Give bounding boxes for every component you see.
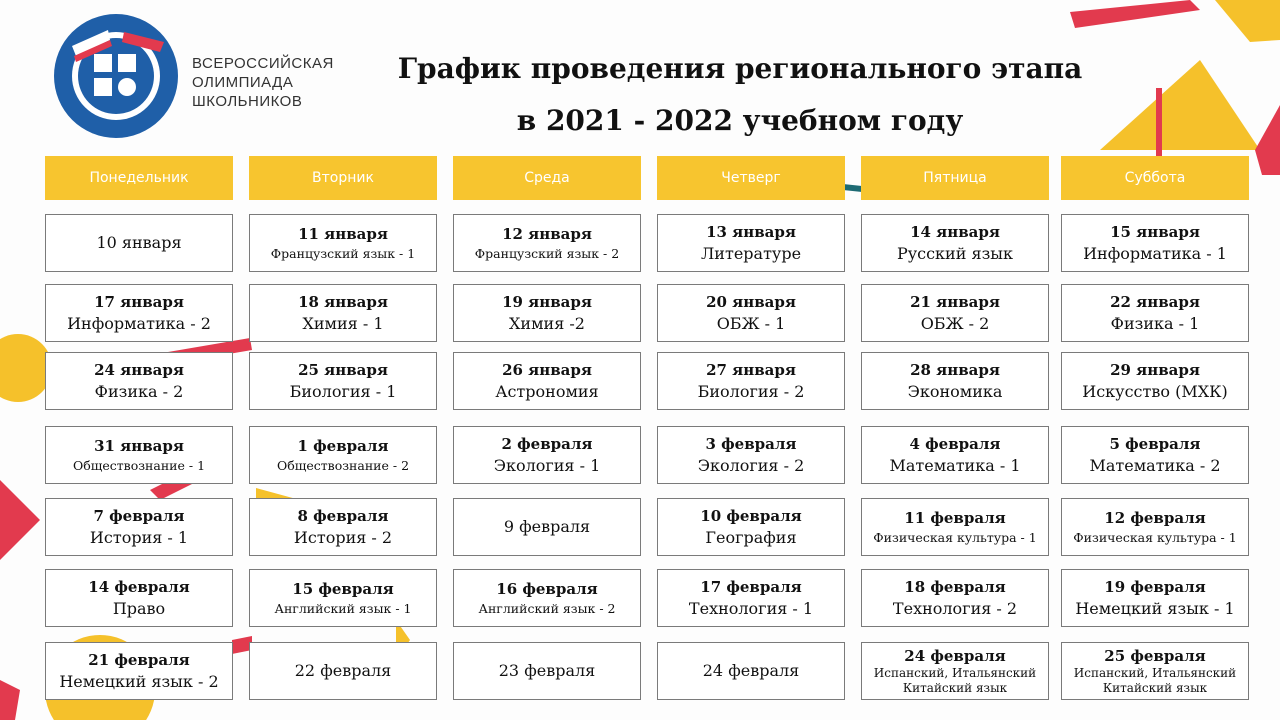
cell-subject: Экология - 1: [493, 455, 601, 475]
cell-subject: История - 2: [293, 527, 393, 547]
cell-date: 8 февраля: [297, 506, 389, 525]
cell-subject: Биология - 2: [697, 381, 805, 401]
cell-date: 23 февраля: [498, 661, 596, 681]
schedule-cell: [1061, 498, 1249, 556]
schedule-cell: [453, 284, 641, 342]
cell-subject: История - 1: [89, 527, 189, 547]
cell-subject: Немецкий язык - 1: [1075, 598, 1235, 618]
schedule-cell: [453, 498, 641, 556]
cell-date: 2 февраля: [501, 434, 593, 453]
schedule-cell: [1061, 642, 1249, 700]
cell-subject: Французский язык - 1: [270, 246, 416, 261]
cell-subject: ОБЖ - 1: [716, 313, 786, 333]
cell-date: 27 января: [706, 360, 796, 379]
cell-date: 19 февраля: [1104, 577, 1206, 596]
schedule-cell: [861, 498, 1049, 556]
cell-subject: Немецкий язык - 2: [59, 671, 219, 691]
schedule-cell: [45, 352, 233, 410]
cell-subject: Английский язык - 2: [478, 601, 616, 616]
page-subtitle: в 2021 - 2022 учебном году: [516, 104, 964, 137]
cell-date: 5 февраля: [1109, 434, 1201, 453]
organization-name: [192, 54, 334, 111]
teal-strip: [843, 184, 862, 192]
schedule-cell: [249, 642, 437, 700]
schedule-cell: [453, 352, 641, 410]
schedule-cell: [861, 642, 1049, 700]
cell-subject: Французский язык - 2: [474, 246, 620, 261]
org-line-3: ШКОЛЬНИКОВ: [192, 93, 303, 110]
cell-date: 11 января: [298, 225, 388, 243]
cell-subject: Обществознание - 2: [276, 458, 410, 473]
cell-date: 22 января: [1110, 292, 1200, 311]
day-header: Четверг: [657, 156, 845, 200]
cell-subject: Математика - 1: [889, 455, 1021, 475]
org-line-1: ВСЕРОССИЙСКАЯ: [192, 55, 334, 72]
schedule-cell: [45, 498, 233, 556]
cell-date: 21 января: [910, 292, 1000, 311]
cell-subject: Испанский, Итальянский Китайский язык: [873, 665, 1037, 695]
cell-date: 15 февраля: [292, 580, 394, 598]
cell-subject: Литературе: [700, 243, 802, 263]
day-column: [45, 156, 233, 691]
cell-subject: Экономика: [907, 381, 1003, 401]
schedule-cell: [657, 284, 845, 342]
day-column: [453, 156, 641, 681]
schedule-cell: [657, 498, 845, 556]
cell-subject: Физическая культура - 1: [873, 530, 1037, 545]
cell-subject: Технология - 2: [892, 598, 1018, 618]
cell-subject: Математика - 2: [1089, 455, 1221, 475]
cell-date: 10 февраля: [700, 506, 802, 525]
red-bar-right: [1156, 88, 1162, 158]
cell-subject: Право: [112, 598, 166, 618]
cell-subject: Химия - 1: [302, 313, 384, 333]
cell-date: 24 января: [94, 360, 184, 379]
schedule-cell: [249, 426, 437, 484]
schedule-cell: [1061, 352, 1249, 410]
schedule-cell: [657, 214, 845, 272]
schedule-cell: [45, 569, 233, 627]
cell-subject: Технология - 1: [688, 598, 814, 618]
cell-date: 18 января: [298, 292, 388, 311]
schedule-cell: [657, 642, 845, 700]
cell-date: 14 января: [910, 222, 1000, 241]
schedule-cell: [1061, 214, 1249, 272]
red-stripe-top-right: [1070, 0, 1200, 28]
cell-date: 7 февраля: [93, 506, 185, 525]
cell-subject: Экология - 2: [697, 455, 805, 475]
cell-subject: ОБЖ - 2: [920, 313, 990, 333]
schedule-cell: [453, 569, 641, 627]
schedule-cell: [861, 214, 1049, 272]
cell-date: 10 января: [96, 233, 182, 253]
schedule-cell: [45, 426, 233, 484]
day-header: Среда: [453, 156, 641, 200]
schedule-cell: [1061, 569, 1249, 627]
day-header: Понедельник: [45, 156, 233, 200]
schedule-cell: [249, 498, 437, 556]
red-wedge-right: [1255, 105, 1280, 175]
cell-date: 1 февраля: [297, 437, 389, 455]
cell-date: 20 января: [706, 292, 796, 311]
cell-date: 31 января: [94, 437, 184, 455]
schedule-cell: [453, 426, 641, 484]
cell-subject: Испанский, Итальянский Китайский язык: [1073, 665, 1237, 695]
cell-date: 29 января: [1110, 360, 1200, 379]
schedule-cell: [657, 569, 845, 627]
org-line-2: ОЛИМПИАДА: [192, 74, 294, 91]
day-header: Пятница: [861, 156, 1049, 200]
day-header: Вторник: [249, 156, 437, 200]
page-title: График проведения регионального этапа: [397, 52, 1083, 85]
cell-subject: Физика - 2: [94, 381, 184, 401]
cell-subject: Физическая культура - 1: [1073, 530, 1237, 545]
cell-date: 11 февраля: [904, 509, 1006, 527]
day-column: [1061, 156, 1249, 695]
cell-subject: Химия -2: [509, 313, 585, 333]
cell-date: 13 января: [706, 222, 796, 241]
cell-date: 24 февраля: [904, 646, 1006, 665]
cell-date: 25 февраля: [1104, 646, 1206, 665]
schedule-cell: [861, 352, 1049, 410]
schedule-cell: [1061, 426, 1249, 484]
schedule-cell: [45, 214, 233, 272]
cell-date: 21 февраля: [88, 650, 190, 669]
cell-date: 16 февраля: [496, 580, 598, 598]
cell-subject: Информатика - 2: [67, 313, 211, 333]
schedule-cell: [453, 214, 641, 272]
schedule-cell: [249, 569, 437, 627]
cell-subject: География: [705, 527, 797, 547]
schedule-cell: [249, 214, 437, 272]
cell-date: 19 января: [502, 292, 592, 311]
day-header: Суббота: [1061, 156, 1249, 200]
olympiad-logo: [52, 12, 180, 140]
schedule-cell: [45, 284, 233, 342]
cell-date: 22 февраля: [294, 661, 392, 681]
cell-subject: Информатика - 1: [1083, 243, 1227, 263]
cell-date: 17 февраля: [700, 577, 802, 596]
cell-date: 4 февраля: [909, 434, 1001, 453]
cell-subject: Обществознание - 1: [72, 458, 206, 473]
cell-date: 24 февраля: [702, 661, 800, 681]
cell-date: 15 января: [1110, 222, 1200, 241]
schedule-cell: [861, 569, 1049, 627]
schedule-cell: [657, 352, 845, 410]
cell-subject: Английский язык - 1: [274, 601, 412, 616]
cell-subject: Искусство (МХК): [1082, 381, 1228, 401]
cell-date: 17 января: [94, 292, 184, 311]
day-column: [861, 156, 1049, 695]
cell-date: 12 февраля: [1104, 509, 1206, 527]
cell-subject: Русский язык: [896, 243, 1014, 263]
schedule-cell: [249, 352, 437, 410]
schedule-cell: [45, 642, 233, 700]
cell-subject: Биология - 1: [289, 381, 397, 401]
cell-date: 14 февраля: [88, 577, 190, 596]
cell-subject: Астрономия: [495, 381, 599, 401]
cell-date: 28 января: [910, 360, 1000, 379]
schedule-cell: [861, 426, 1049, 484]
red-triangle-left: [0, 480, 40, 560]
cell-date: 12 января: [502, 225, 592, 243]
yellow-triangle-right: [1100, 60, 1260, 150]
schedule-cell: [861, 284, 1049, 342]
cell-date: 9 февраля: [503, 517, 591, 537]
cell-date: 25 января: [298, 360, 388, 379]
day-column: [657, 156, 845, 681]
cell-date: 18 февраля: [904, 577, 1006, 596]
schedule-cell: [657, 426, 845, 484]
cell-date: 3 февраля: [705, 434, 797, 453]
cell-date: 26 января: [502, 360, 592, 379]
red-stripe-bottom-left: [0, 680, 20, 720]
cell-subject: Физика - 1: [1110, 313, 1200, 333]
schedule-cell: [249, 284, 437, 342]
schedule-cell: [1061, 284, 1249, 342]
yellow-triangle-top-right: [1215, 0, 1280, 42]
schedule-cell: [453, 642, 641, 700]
day-column: [249, 156, 437, 681]
